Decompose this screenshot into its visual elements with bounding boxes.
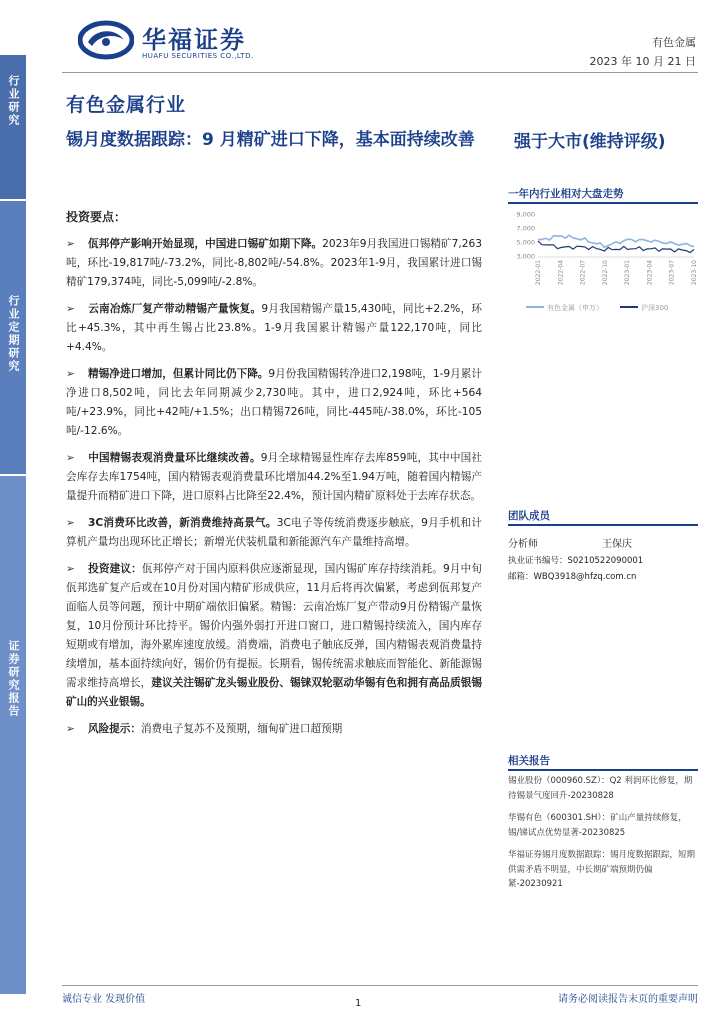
y-tick-label: 7,000: [516, 224, 535, 233]
footer-disclaimer: 请务必阅读报告末页的重要声明: [558, 994, 698, 1005]
x-tick-label: 2022-04: [557, 260, 565, 286]
advice-body: 佤邦停产对于国内原料供应逐渐显现，国内锡矿库存持续消耗。9月中旬佤邦选矿复产后或在10月份对国内精矿形成供应，11月后将再次偏紧，考虑到佤邦复产面临人员等问题，预计中期矿端依旧偏紧。精锡：云南冶炼厂复产带动9月份精锡产量恢复，10月份预计环比持平。锡价内强外弱打开进口窗口，进口精锡持续流入，国内库存短期或有增加，海外累库速度放缓。消费端，消费电子触底反弹，国内精锡表观消费量持续增加，基本面持续向好，锡价仍有提振。长期看，锡传统需求触底而智能化、新能源锡需求维持高增长，: [66, 563, 482, 689]
legend-label-nonferrous: 有色金属（申万）: [547, 304, 603, 312]
risk-warning: [66, 720, 482, 739]
brand-name: 华福证券: [142, 26, 246, 54]
investment-highlights: [66, 208, 482, 747]
header-date: 2023 年 10 月 21 日: [589, 55, 696, 68]
chart-legend: [526, 303, 668, 312]
analyst-email: 邮箱：WBQ3918@hfzq.com.cn: [508, 572, 637, 582]
arrow-bullet-icon: ➢: [66, 452, 75, 464]
x-tick-label: 2023-04: [646, 260, 654, 286]
header-divider: [62, 72, 698, 73]
highlight-lead: 佤邦停产影响开始显现，中国进口锡矿如期下降。: [88, 238, 323, 250]
rating-label: 强于大市(维持评级): [514, 132, 666, 152]
arrow-bullet-icon: ➢: [66, 723, 75, 735]
analyst-row: [508, 535, 632, 550]
industry-title: 有色金属行业: [66, 94, 187, 116]
x-tick-label: 2022-07: [579, 260, 587, 286]
highlight-item: [66, 300, 482, 357]
series-line-nonferrous: [538, 235, 694, 247]
arrow-bullet-icon: ➢: [66, 368, 75, 380]
highlight-body: 2023年9月我国进口锡精矿7,263吨，环比-19,817吨/-73.2%，同比-8,802吨/-54.8%。2023年1-9月，我国累计进口锡精矿179,374吨，同比-5,099吨/-2.8%。: [66, 238, 483, 288]
chart-title-underline: [508, 202, 698, 204]
y-tick-label: 5,000: [516, 238, 535, 247]
arrow-bullet-icon: ➢: [66, 517, 75, 529]
highlight-body: 9月份我国精锡转净进口2,198吨，1-9月累计净进口8,502吨，同比去年同期减少2,730吨。其中，进口2,924吨，环比+564吨/+23.9%，同比+42吨/+1.5%；出口精锡726吨，同比-445吨/-38.0%，环比-105吨/-12.6%。: [66, 368, 483, 437]
risk-body: 消费电子复苏不及预期，缅甸矿进口超预期: [140, 723, 343, 735]
risk-lead: 风险提示：: [88, 723, 141, 735]
relative-performance-chart: [504, 206, 700, 318]
highlight-item: [66, 514, 482, 552]
related-reports-underline: [508, 769, 698, 771]
highlight-body: 9月全球精锡显性库存去库859吨，其中中国社会库存去库1754吨，国内精锡表观消费量环比增加44.2%至1.94万吨，随着国内精锡产量提升而精矿进口下降，进口原料占比降至22.4%，预计国内精矿原料处于去库存状态。: [66, 452, 482, 502]
footer-divider: [62, 985, 698, 986]
highlight-body: 3C电子等传统消费逐步触底，9月手机和计算机产量均出现环比正增长；新增光伏装机量和新能源汽车产量维持高增。: [66, 517, 482, 548]
x-tick-label: 2023-07: [668, 260, 676, 286]
legend-label-csi300: 沪深300: [641, 304, 669, 312]
arrow-bullet-icon: ➢: [66, 303, 75, 315]
y-tick-label: 3,000: [516, 252, 535, 261]
team-title: 团队成员: [508, 510, 550, 522]
arrow-bullet-icon: ➢: [66, 238, 75, 250]
sidebar-segment-industry-research: 行业研究: [0, 55, 26, 200]
company-logo: [78, 20, 134, 60]
highlight-lead: 3C消费环比改善，新消费维持高景气。: [88, 517, 277, 529]
related-report-item: 华锡有色（600301.SH）：矿山产量持续修复，锡/锑试点优势显著-20230825: [508, 813, 687, 838]
highlight-lead: 中国精锡表观消费量环比继续改善。: [88, 452, 261, 464]
x-tick-label: 2022-10: [601, 260, 609, 286]
related-reports-list: [508, 774, 698, 900]
y-tick-label: 9,000: [516, 210, 535, 219]
page-number: 1: [355, 998, 362, 1009]
sidebar-gap: [0, 199, 26, 201]
brand-subtitle: HUAFU SECURITIES CO.,LTD.: [142, 52, 254, 60]
header-category: 有色金属: [652, 36, 696, 49]
advice-lead: 投资建议：: [88, 563, 142, 575]
x-tick-label: 2022-01: [535, 260, 542, 286]
related-report-item: 锡业股份（000960.SZ）：Q2 利润环比修复，期待锡景气度回升-20230828: [508, 776, 693, 801]
x-tick-label: 2023-01: [624, 260, 632, 286]
chart-title: 一年内行业相对大盘走势: [508, 188, 624, 200]
highlight-body: 9月我国精锡产量15,430吨，同比+2.2%，环比+45.3%，其中再生锡占比23.8%。1-9月我国累计精锡产量122,170吨，同比+4.4%。: [66, 303, 482, 353]
sidebar-gap: [0, 474, 26, 476]
analyst-name: 王保庆: [602, 539, 632, 550]
highlight-item: [66, 365, 482, 441]
investment-advice: [66, 560, 482, 712]
sidebar-segment-securities-report: 证券研究报告: [0, 475, 26, 994]
highlight-lead: 精锡净进口增加，但累计同比仍下降。: [88, 368, 269, 380]
related-report-item: 华福证券锡月度数据跟踪：锡月度数据跟踪，短期供需矛盾不明显，中长期矿端预期仍偏紧-20230921: [508, 850, 696, 889]
report-title: 锡月度数据跟踪：9 月精矿进口下降，基本面持续改善: [66, 130, 475, 150]
chart-series: [538, 235, 694, 252]
highlight-item: [66, 449, 482, 506]
analyst-role: 分析师: [508, 539, 538, 550]
footer-slogan: 诚信专业 发现价值: [62, 994, 146, 1005]
y-axis: [516, 211, 535, 261]
series-line-csi300: [538, 241, 694, 252]
sidebar-segment-periodic-research: 行业定期研究: [0, 200, 26, 475]
analyst-certificate: 执业证书编号：S0210522090001: [508, 556, 644, 566]
related-reports-title: 相关报告: [508, 755, 550, 767]
highlight-lead: 云南冶炼厂复产带动精锡产量恢复。: [88, 303, 262, 315]
x-axis: [535, 257, 698, 285]
x-tick-label: 2023-10: [691, 260, 698, 286]
team-title-underline: [508, 524, 698, 526]
highlights-heading: 投资要点：: [66, 210, 127, 224]
highlight-item: [66, 235, 482, 292]
arrow-bullet-icon: ➢: [66, 563, 75, 575]
advice-recommendation: 建议关注锡矿龙头锡业股份、锡铼双轮驱动华锡有色和拥有高品质银锡矿山的兴业银锡。: [66, 677, 483, 708]
